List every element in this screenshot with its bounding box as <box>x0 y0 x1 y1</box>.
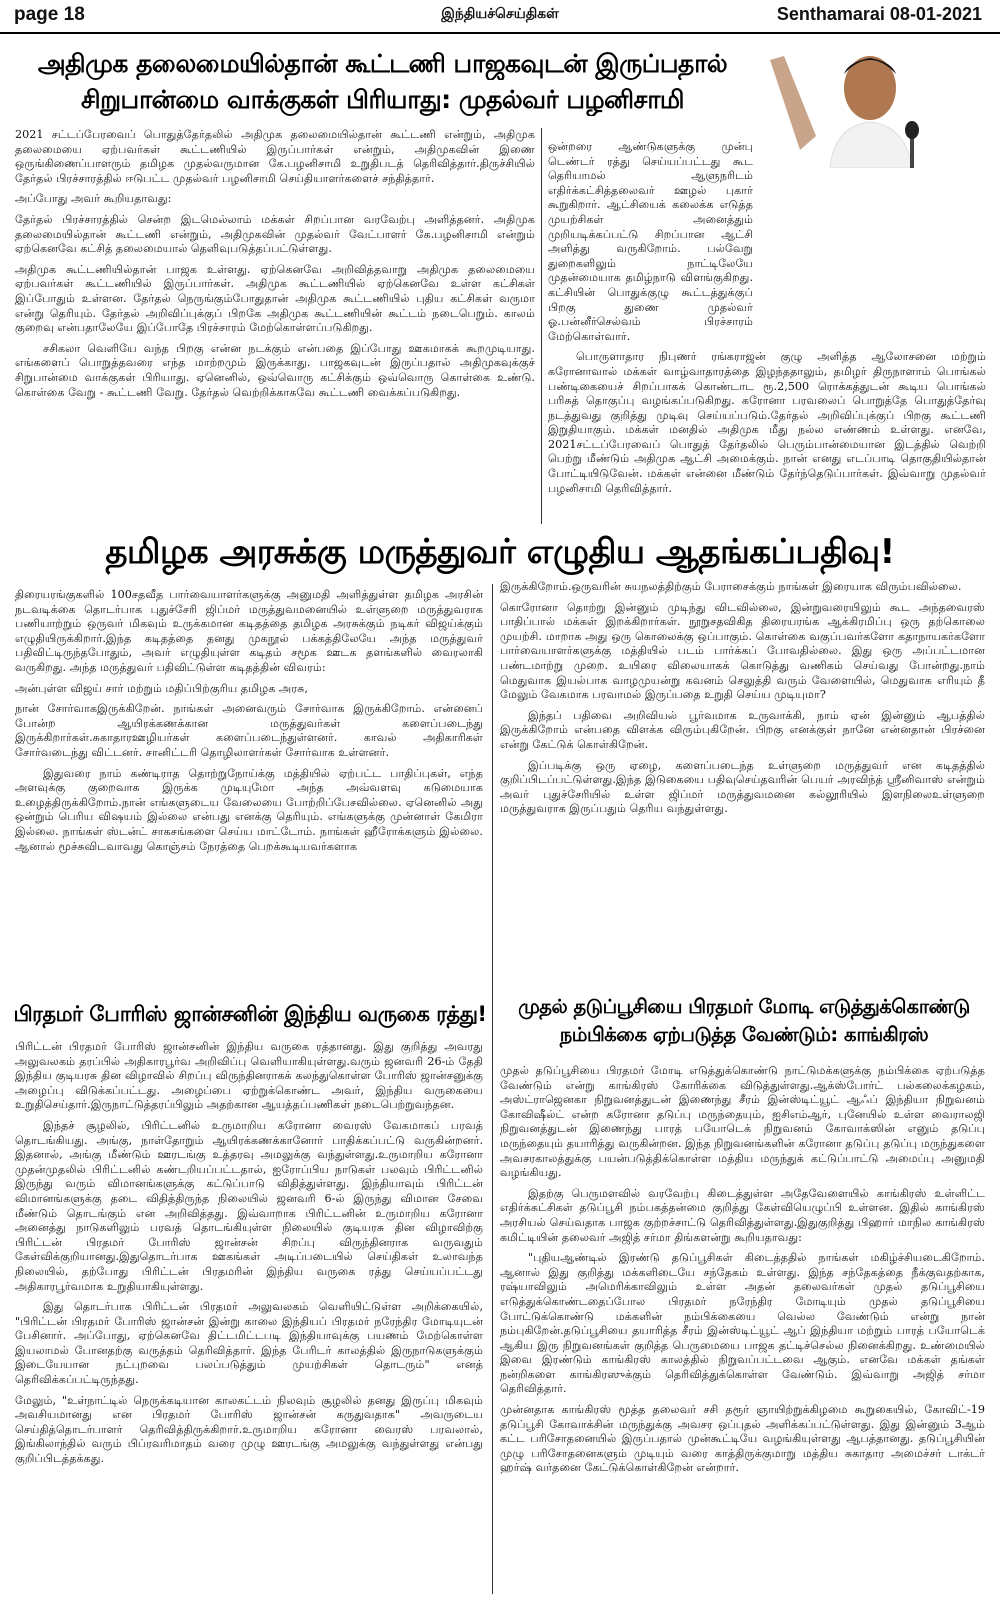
article1-paragraph: ஒன்றரை ஆண்டுகளுக்கு முன்பு டெண்டர் ரத்து செய்யப்பட்டது கூட தெரியாமல் ஆளுநரிடம் எதிர்க்கட்சித்தலைவர் ஊழல் புகார் கூறுகிறார். ஆட்சியைக் கலைக்க எடுத்த முயற்சிகள் அனைத்தும் முறியடிக்கப்பட்டு சிறப்பான ஆட்சி அளித்து வருகிறோம். பல்வேறு துறைகளிலும் நாட்டிலேயே முதன்மையாக தமிழ்நாடு விளங்குகிறது. கட்சியின் பொதுக்குழு கூட்டத்துக்குப் பிறகு துணை முதல்வர் ஓ.பன்னீர்செல்வம் பிரச்சாரம் மேற்கொள்வார். <box>548 140 753 343</box>
article1-headline-line2: சிறுபான்மை வாக்குகள் பிரியாது: முதல்வர் பழனிசாமி <box>81 85 684 114</box>
article2-paragraph: இந்தப் பதிவை அறிவியல் பூர்வமாக உருவாக்கி, நாம் ஏன் இன்னும் ஆபத்தில் இருக்கிறோம் என்பதை விளக்க விரும்புகிறேன். பிறகு எனக்குள் நானே என்னதான் பிரச்னை என்று கேட்டுக் கொள்கிறேன். <box>500 708 985 751</box>
article2-paragraph: அன்புள்ள விஜய் சார் மற்றும் மதிப்பிற்குரிய தமிழக அரசு, <box>15 681 308 695</box>
article2-paragraph: இருக்கிறோம்.ஒருவரின் சுயநலத்திற்கும் பேராசைக்கும் நாங்கள் இரையாக விரும்பவில்லை. <box>500 580 962 593</box>
article4-paragraph: இதற்கு பெருமளவில் வரவேற்பு கிடைத்துள்ள அதேவேளையில் காங்கிரஸ் உள்ளிட்ட எதிர்க்கட்சிகள் தடுப்பூசி நம்பகத்தன்மை குறித்து கேள்வியெழுப்பி உள்ளன. இதில் காங்கிரஸ் அரசியல் செய்வதாக பாஜக குற்றச்சாட்டு தெரிவித்துள்ளது.இதுகுறித்து பிஹார் மாநில காங்கிரஸ் கமிட்டியின் தலைவர் அஜித் சர்மா திங்களன்று கூறியதாவது: <box>500 1186 985 1244</box>
column-divider <box>492 584 493 1594</box>
article4-headline-line1: முதல் தடுப்பூசியை பிரதமர் மோடி எடுத்துக்கொண்டு <box>518 995 970 1018</box>
article2-paragraph: இதுவரை நாம் கண்டிராத தொற்றுநோய்க்கு மத்தியில் ஏற்பட்ட பாதிப்புகள், எந்த அளவுக்கு குறைவாக இருக்க முடியுமோ அந்த அவ்வளவு கடுமையாக உழைத்திருக்கிறோம்.நான் எங்களுடைய வேலையை போற்றிப்பேசவில்லை. ஏனெனில் அது ஒன்றும் பெரிய விஷயம் இல்லை என்பது எனக்கு தெரியும். எங்களுக்கு முன்னாள் கேமிரா இல்லை. நாங்கள் ஸ்டன்ட் சாகசங்களை செய்ய மாட்டோம். நாங்கள் ஹீரோக்களும் இல்லை. ஆனால் மூச்சுவிடவாவது கொஞ்சம் நேரத்தை பெறக்கூடியவர்களாக <box>15 766 483 853</box>
page-number: page 18 <box>14 4 85 25</box>
column-divider <box>541 128 542 524</box>
article4-paragraph: முதல் தடுப்பூசியை பிரதமர் மோடி எடுத்துக்கொண்டு நாட்டுமக்களுக்கு நம்பிக்கை ஏற்படுத்த வேண்டும் என்று காங்கிரஸ் கோரிக்கை விடுத்துள்ளது.ஆக்ஸ்போர்ட் பல்கலைக்கழகம், அஸ்ட்ராஜெனகா நிறுவனத்துடன் இணைந்து சீரம் இன்ஸ்டிட்யூட் ஆஃப் இந்தியா நிறுவனம் கோவிஷீல்ட் என்ற கரோனா தடுப்பு மருந்தையும், ஐசிஎம்ஆர், புனேயில் உள்ள வைராலஜி நிறுவனத்துடன் இணைந்து பாரத் பயோடெக் நிறுவனம் கோவாக்ஸின் எனும் தடுப்பு மருந்தையும் தயாரித்து வருகின்றன. இந்த நிறுவனங்களின் கரோனா தடுப்பு தடுப்பு மருந்துகளை அவசரகாலத்துக்கு பயன்படுத்திக்கொள்ள மத்திய மருந்துக் கட்டுப்பாட்டு அமைப்பு அனுமதி வழங்கியது. <box>500 1064 985 1180</box>
article3-paragraph: இது தொடர்பாக பிரிட்டன் பிரதமர் அலுவலகம் வெளியிட்டுள்ள அறிக்கையில், "பிரிட்டன் பிரதமர் போரிஸ் ஜான்சன் இன்று காலை இந்தியப் பிரதமர் நரேந்திர மோடியுடன் பேசினார். அப்போது, ஏற்கெனவே திட்டமிட்டபடி இந்தியாவுக்கு பயணம் மேற்கொள்ள இயலாமல் போனதற்கு வருத்தம் தெரிவித்தார். இந்த பேரிடர் காலத்தில் இருநாடுகளுக்கும் இடையேயான நட்புறவை பலப்படுத்தும் முயற்சிகள் தொடரும்" எனத் தெரிவிக்கப்பட்டிருந்தது. <box>15 1300 483 1387</box>
article2-paragraph: திரையரங்குகளில் 100சதவீத பார்வையாளர்களுக்கு அனுமதி அளித்துள்ள தமிழக அரசின் நடவடிக்கை தொடர்பாக புதுச்சேரி ஜிப்மர் மருத்துவமனையில் உள்ளுறை மருத்துவராக பணியாற்றும் ஒருவர் மிகவும் உருக்கமான கடிதத்தை தமிழக அரசுக்கும் நடிகர் விஜய்க்கும் எழுதியிருக்கிறார்.இந்த கடிதத்தை தனது முகநூல் பக்கத்திலேயே அந்த மருத்துவர் பதிவிட்டிருந்தபோதும், அவர் எழுதியுள்ள கடிதம் சமூக ஊடக தளங்களில் வைரலாகி வருகிறது. அந்த மருத்துவர் பதிவிட்டுள்ள கடிதத்தின் விவரம்: <box>15 588 483 674</box>
article2-left-column <box>15 588 483 990</box>
article1-paragraph: அதிமுக கூட்டணியில்தான் பாஜக உள்ளது. ஏற்கெனவே அறிவித்தவாறு அதிமுக தலைமையை ஏற்பவர்கள் கூட்டணியில் இருப்பார்கள். அதிமுக கூட்டணியில் ஏற்கெனவே உள்ள கட்சிகள் இப்போதும் உள்ளன. தேர்தல் நெருங்கும்போதுதான் அதிமுக கூட்டணியில் புதிய கட்சிகள் வருமா என்று தெரியும். தேர்தல் அறிவிப்புக்குப் பிறகே அதிமுக கூட்டணியின் கூட்டம் நடைபெறும். காலம் குறைவு என்பதாலேயே இப்போதே பிரச்சாரம் மேற்கொள்ளப்படுகிறது. <box>15 262 535 335</box>
article2-paragraph: கொரோனா தொற்று இன்னும் முடிந்து விடவில்லை, இன்றுவரையிலும் கூட அந்தவைரஸ் பாதிப்பால் மக்கள் இறக்கிறார்கள். நூறுசதவிகித திரையரங்க ஆக்கிரமிப்பு ஒரு தற்கொலை முயற்சி. மாறாக அது ஒரு கொலைக்கு ஒப்பாகும். கொள்கை வகுப்பவர்களோ கதாநாயகர்களோ பார்வையாளர்களுக்கு மத்தியில் படம் பார்க்கப் போவதில்லை. இது ஒரு அப்பட்டமான பண்டமாற்று முறை. உயிரை விலையாகக் கொடுத்து வணிகம் செய்வது போன்றது.நாம் மெதுவாக இயல்பாக வாழமுயன்று கவனம் செலுத்தி வரும் வேளையில், மெதுவாக எரியும் தீ மேலும் வேகமாக பரவாமல் இருப்பதை உறுதி செய்ய முடியுமா? <box>500 600 985 702</box>
article1-headline-line1: அதிமுக தலைமையில்தான் கூட்டணி பாஜகவுடன் இருப்பதால் <box>37 49 728 78</box>
article3-paragraph: இந்தச் சூழலில், பிரிட்டனில் உருமாறிய கரோனா வைரஸ் வேகமாகப் பரவத் தொடங்கியது. அங்கு, நாள்தோறும் ஆயிரக்கணக்கானோர் பாதிக்கப்பட்டு வருகின்றனர். இதனால், அங்கு மீண்டும் ஊரடங்கு உத்தரவு அமலுக்கு வந்துள்ளது.உருமாறிய கரோனா முதன்முதலில் பிரிட்டனில் கண்டறியப்பட்டதால், ஐரோப்பிய நாடுகள் பலவும் பிரிட்டனில் இருந்து வரும் விமானங்களுக்கு கட்டுப்பாடு விதித்துள்ளது. இந்தியாவும் பிரிட்டன் விமானங்களுக்கு தடை விதித்திருந்த நிலையில் ஜனவரி 6-ல் இருந்து விமான சேவை மீண்டும் தொடங்கும் என அறிவித்தது. இவ்வாறாக பிரிட்டனின் உருமாறிய கரோனா அனைத்து நாடுகளிலும் பரவத் தொடங்கியுள்ள நிலையில் குடியரசு தின விழாவிற்கு பிரிட்டன் பிரதமர் போரிஸ் ஜான்சன் சிறப்பு விருந்தினராக வருவதும் கேள்விக்குறியானது.இதுதொடர்பாக ஊகங்கள் அடிப்படையில் செய்திகள் உலாவந்த நிலையில், தற்போது பிரிட்டன் பிரதமரின் இந்திய வருகை ரத்து செய்யப்பட்டது அதிகாரபூர்வமாக உறுதியாகியுள்ளது. <box>15 1118 483 1293</box>
article3-column <box>15 1040 483 1596</box>
article1-paragraph: 2021 சட்டப்பேரவைப் பொதுத்தேர்தலில் அதிமுக தலைமையில்தான் கூட்டணி என்றும், அதிமுக தலைமையை ஏற்பவர்கள் கூட்டணியில் இருப்பார்கள் என்றும், அதிமுகவின் இணை ஒருங்கிணைப்பாளரும் தமிழக முதல்வருமான கே.பழனிசாமி உறுதிபடத் தெரிவித்தார்.திருச்சியில் தேர்தல் பிரச்சாரத்தில் ஈடுபட்ட முதல்வர் பழனிசாமி செய்தியாளர்களைச் சந்தித்தார். <box>15 128 535 185</box>
article4-paragraph: முன்னதாக காங்கிரஸ் மூத்த தலைவர் சசி தரூர் ஞாயிற்றுக்கிழமை கூறுகையில், கோவிட்-19 தடுப்பூசி கோவாக்சின் மருந்துக்கு அவசர ஒப்புதல் அளிக்கப்பட்டுள்ளது. இது இன்னும் 3ஆம் கட்ட பரிசோதனையில் இருப்பதால் முன்கூட்டியே வழங்கியுள்ளது ஆபத்தானது. தடுப்பூசியின் முழு பரிசோதனைகளும் முடியும் வரை காத்திருக்குமாறு மத்திய சுகாதார அமைச்சர் டாக்டர் ஹர்ஷ் வர்தனை கேட்டுக்கொள்கிறேன் என்றார். <box>500 1403 985 1475</box>
article4-headline-line2: நம்பிக்கை ஏற்படுத்த வேண்டும்: காங்கிரஸ் <box>559 1023 929 1046</box>
article2-paragraph: இப்படிக்கு ஒரு ஏழை, களைப்படைந்த உள்ளுறை மருத்துவர் என கடிதத்தில் குறிப்பிடப்பட்டுள்ளது.இந்த இடுகையை பதிவுசெய்தவரின் பெயர் அரவிந்த் ஸ்ரீனிவாஸ் என்றும் அவர் புதுச்சேரியில் உள்ள ஜிப்மர் மருத்துவமனை கல்லூரியில் இளநிலைஉள்ளுறை மருத்துவராக இருப்பதும் தெரிய வந்துள்ளது. <box>500 758 985 816</box>
article2-paragraph: நான் சோர்வாகஇருக்கிறேன். நாங்கள் அனைவரும் சோர்வாக இருக்கிறோம். என்னைப் போன்ற ஆயிரக்கணக்கான மருத்துவர்கள் களைப்படைந்து இருக்கிறார்கள்.சுகாதாரஊழியர்கள் களைப்படைந்துள்ளனர். காவல் அதிகாரிகள் சோர்வடைந்து விட்டனர். சானிட்டரி தொழிலாளர்கள் சோர்வாக உள்ளனர். <box>15 702 483 759</box>
page-header <box>0 0 1000 34</box>
section-name: இந்தியச்செய்திகள் <box>441 6 559 22</box>
article1-left-column <box>15 128 535 524</box>
article1-paragraph: தேர்தல் பிரச்சாரத்தில் சென்ற இடமெல்லாம் மக்கள் சிறப்பான வரவேற்பு அளித்தனர். அதிமுக தலைமையில்தான் கூட்டணி என்றும், அதிமுகவின் முதல்வர் வேட்பாளர் கே.பழனிசாமி என்றும் ஏற்கெனவே கட்சித் தலைமையால் தெளிவுபடுத்தப்பட்டுள்ளது. <box>15 212 535 256</box>
article1-paragraph: பொருளாதார நிபுணர் ரங்கராஜன் குழு அளித்த ஆலோசனை மற்றும் கரோனாவால் மக்கள் வாழ்வாதாரத்தை இழந்ததாலும், தமிழர் திருநாளாம் பொங்கல் பண்டிகையைச் சிறப்பாகக் கொண்டாட ரூ.2,500 ரொக்கத்துடன் கூடிய பொங்கல் பரிசுத் தொகுப்பு வழங்கப்படுகிறது. கரோனா பரவலைப் பொறுத்தே பொதுத்தேர்வு நடத்துவது குறித்து முடிவு செய்யப்படும்.தேர்தல் அறிவிப்புக்குப் பிறகு கூட்டணி இறுதியாகும். மக்கள் மனதில் அதிமுக மீது நல்ல எண்ணம் உள்ளது. எனவே, 2021சட்டப்பேரவைப் பொதுத் தேர்தலில் பெரும்பான்மையான இடத்தில் வெற்றி பெற்று மீண்டும் அதிமுக ஆட்சி அமைக்கும். நான் எனது எடப்பாடி தொகுதியில்தான் போட்டியிடுவேன். மக்கள் என்னை மீண்டும் தேர்ந்தெடுப்பார்கள். இவ்வாறு முதல்வர் பழனிசாமி தெரிவித்தார். <box>548 350 986 495</box>
article4-column <box>500 1064 985 1596</box>
article3-paragraph: பிரிட்டன் பிரதமர் போரிஸ் ஜான்சனின் இந்திய வருகை ரத்தானது. இது குறித்து அவரது அலுவலகம் தரப்பில் அதிகாரபூர்வ அறிவிப்பு வெளியாகியுள்ளது.வரும் ஜனவரி 26-ம் தேதி இந்திய குடியரசு தின விழாவில் சிறப்பு விருந்தினராகக் கலந்துகொள்ள போரிஸ் ஜான்சனுக்கு அழைப்பு விடுக்கப்பட்டது. அழைப்பை ஏற்றுக்கொண்ட அவர், இந்திய வருகையை உறுதிசெய்தார்.இருநாட்டுத்தரப்பிலும் அதற்கான ஆயத்தப்பணிகள் நடைபெற்றுவந்தன. <box>15 1040 483 1112</box>
paper-name-date: Senthamarai 08-01-2021 <box>776 4 982 24</box>
article3-paragraph: மேலும், "உள்நாட்டில் நெருக்கடியான காலகட்டம் நிலவும் சூழலில் தனது இருப்பு மிகவும் அவசியமானது என பிரதமர் போரிஸ் ஜான்சன் கருதுவதாக" அவருடைய செய்தித்தொடர்பாளர் தெரிவித்திருக்கிறார்.உருமாறிய கரோனா வைரஸ் பரவலால், இங்கிலாந்தில் வரும் பிப்ரவரிமாதம் வரை முழு ஊரடங்கு அமலுக்கு வந்துள்ளது என்பது குறிப்பிடத்தக்கது. <box>15 1393 483 1466</box>
article1-paragraph: சசிகலா வெளியே வந்த பிறகு என்ன நடக்கும் என்பதை இப்போது ஊகமாகக் கூறமுடியாது. எங்களைப் பொறுத்தவரை எந்த மாற்றமும் இருக்காது. பாஜகவுடன் இருப்பதால் அதிமுகவுக்குச் சிறுபான்மை வாக்குகள் பிரியாது. ஏனெனில், ஒவ்வொரு கட்சிக்கும் ஒவ்வொரு கொள்கை உண்டு. கொள்கை வேறு - கூட்டணி வேறு. தேர்தல் வெற்றிக்காகவே கூட்டணி வைக்கப்படுகிறது. <box>15 341 535 399</box>
article2-right-column <box>500 580 985 998</box>
article2-headline: தமிழக அரசுக்கு மருத்துவர் எழுதிய ஆதங்கப்பதிவு! <box>105 532 895 572</box>
article3-headline: பிரதமர் போரிஸ் ஜான்சனின் இந்திய வருகை ரத்து! <box>13 1002 487 1026</box>
article1-right-column <box>548 140 986 526</box>
article1-paragraph: அப்போது அவர் கூறியதாவது: <box>15 192 172 206</box>
article4-paragraph: "புதியஆண்டில் இரண்டு தடுப்பூசிகள் கிடைத்ததில் நாங்கள் மகிழ்ச்சியடைகிறோம். ஆனால் இது குறித்து மக்களிடையே சந்தேகம் உள்ளது. இந்த சந்தேகத்தை நீக்குவதற்காக, ரஷ்யாவிலும் அமெரிக்காவிலும் உள்ள அதன் தலைவர்கள் முதல் தடுப்பூசியை எடுத்துக்கொண்டதைப்போல பிரதமர் நரேந்திர மோடியும் முதல் தடுப்பூசியை போட்டுக்கொண்டு மக்களின் நம்பிக்கையை வெல்ல வேண்டும் என்று நான் நம்புகிறேன்.தடுப்பூசியை தயாரித்த சீரம் இன்ஸ்டிட்யூட் ஆப் இந்தியா மற்றும் பாரத் பயோடெக் ஆகிய இரு நிறுவனங்கள் குறித்த பெருமையை பாஜக தட்டிச்செல்ல நினைக்கிறது. உண்மையில் இவை இரண்டும் காங்கிரஸ் காலத்தில் நிறுவப்பட்டவை ஆகும். எனவே மக்கள் தங்கள் நன்றிகளை காங்கிரஸுக்கும் தெரிவித்துக்கொள்ள வேண்டும். இவ்வாறு அஜித் சர்மா தெரிவித்தார். <box>500 1251 985 1396</box>
